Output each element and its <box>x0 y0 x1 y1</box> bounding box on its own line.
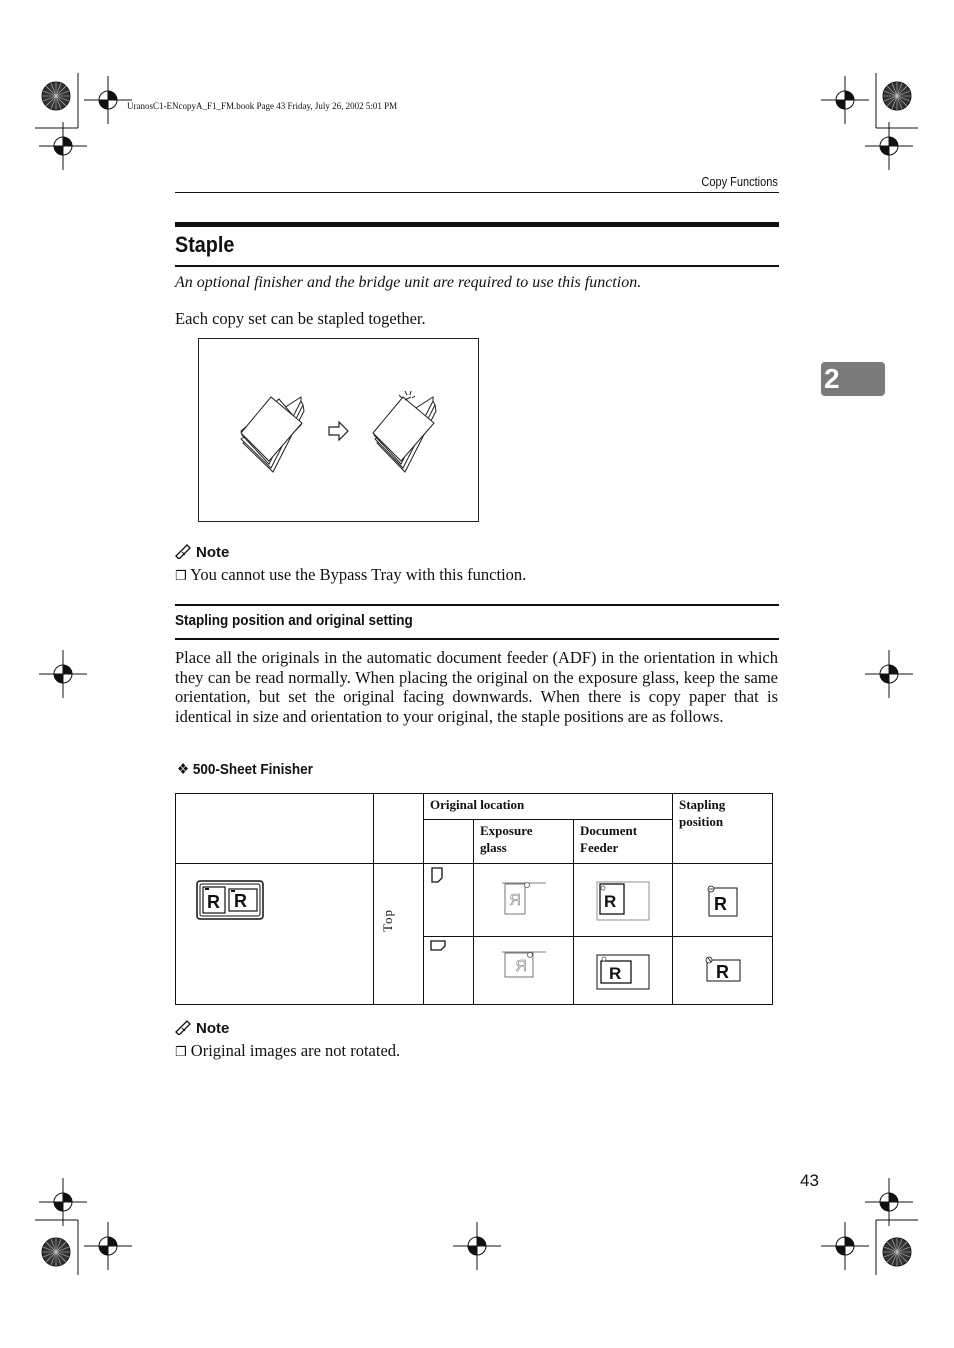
staple-position-table <box>175 793 773 1005</box>
landscape-sheet-icon <box>430 940 446 954</box>
feeder-landscape-cell <box>573 936 673 1005</box>
stapling-position-header: Stapling position <box>672 793 773 864</box>
subsection-top-rule <box>175 604 779 606</box>
exposure-glass-header: Exposure glass <box>473 819 574 864</box>
svg-text:R: R <box>716 962 729 982</box>
finisher-title: 500-Sheet Finisher <box>192 761 313 778</box>
svg-text:R: R <box>515 958 527 975</box>
svg-text:R: R <box>604 892 617 911</box>
feeder-portrait-cell <box>573 863 673 937</box>
print-info: UranosC1-ENcopyA_F1_FM.book Page 43 Friday, July 26, 2002 5:01 PM <box>127 101 398 111</box>
note-heading: Note <box>196 1020 230 1037</box>
title-top-rule <box>175 222 779 227</box>
header-rule <box>175 192 779 193</box>
original-location-header: Original location <box>423 793 673 820</box>
chapter-tab[interactable]: 2 <box>821 362 885 396</box>
staple-illustration <box>198 338 479 522</box>
checkbox-icon: ❒ <box>175 1045 187 1060</box>
feeder-portrait-icon <box>596 880 652 922</box>
checkbox-icon: ❒ <box>175 569 187 584</box>
exposure-glass-landscape-cell <box>473 936 574 1005</box>
pencil-icon <box>175 1019 193 1035</box>
running-header: Copy Functions <box>701 175 778 189</box>
svg-text:R: R <box>509 892 521 909</box>
feeder-landscape-icon <box>596 953 652 993</box>
svg-text:R: R <box>207 892 220 912</box>
title-bottom-rule <box>175 265 779 267</box>
svg-text:R: R <box>609 964 622 983</box>
glass-portrait-icon <box>500 880 550 920</box>
finisher-heading <box>177 760 313 778</box>
finisher-icon-cell <box>175 863 374 1005</box>
section-title: Staple <box>175 232 235 257</box>
diamond-bullet-icon: ❖ <box>177 760 190 778</box>
document-feeder-header: Document Feeder <box>573 819 673 864</box>
note-item-text: You cannot use the Bypass Tray with this function. <box>190 565 527 584</box>
pencil-icon <box>175 543 193 559</box>
note-heading: Note <box>196 544 230 561</box>
orientation-subheader-blank <box>423 819 474 864</box>
staple-landscape-cell <box>672 936 773 1005</box>
table-blank-header <box>175 793 374 864</box>
table-blank-header-2 <box>373 793 424 864</box>
glass-landscape-icon <box>500 949 550 989</box>
exposure-glass-portrait-cell <box>473 863 574 937</box>
subsection-paragraph: Place all the originals in the automatic document feeder (ADF) in the orientation in which they can be read normally. When placing the original on the exposure glass, keep the same orientation, but set the original facing downwards. When there is copy paper that is identical in size and orientation to your original, the staple positions are as follows. <box>175 648 778 726</box>
portrait-sheet-icon <box>431 867 445 883</box>
staple-top-left-icon <box>706 885 742 919</box>
note-item <box>175 565 526 585</box>
paper-stack-diagram <box>199 339 478 521</box>
top-label-cell <box>373 863 424 1005</box>
stapled-stack-icon <box>373 397 436 472</box>
intro-text: Each copy set can be stapled together. <box>175 309 426 328</box>
note-item <box>175 1041 400 1061</box>
svg-text:R: R <box>714 894 727 914</box>
page-number: 43 <box>800 1171 819 1190</box>
note-item-text: Original images are not rotated. <box>190 1041 401 1060</box>
requirement-note: An optional finisher and the bridge unit are required to use this function. <box>175 274 642 291</box>
arrow-right-icon <box>329 422 348 440</box>
top-label: Top <box>380 908 395 932</box>
portrait-orientation-cell <box>423 863 474 937</box>
finisher-staple-icon <box>196 878 266 922</box>
subsection-bottom-rule <box>175 638 779 640</box>
subsection-title: Stapling position and original setting <box>175 612 413 629</box>
staple-portrait-cell <box>672 863 773 937</box>
svg-text:R: R <box>234 891 247 911</box>
staple-top-left-landscape-icon <box>704 956 744 986</box>
landscape-orientation-cell <box>423 936 474 1005</box>
